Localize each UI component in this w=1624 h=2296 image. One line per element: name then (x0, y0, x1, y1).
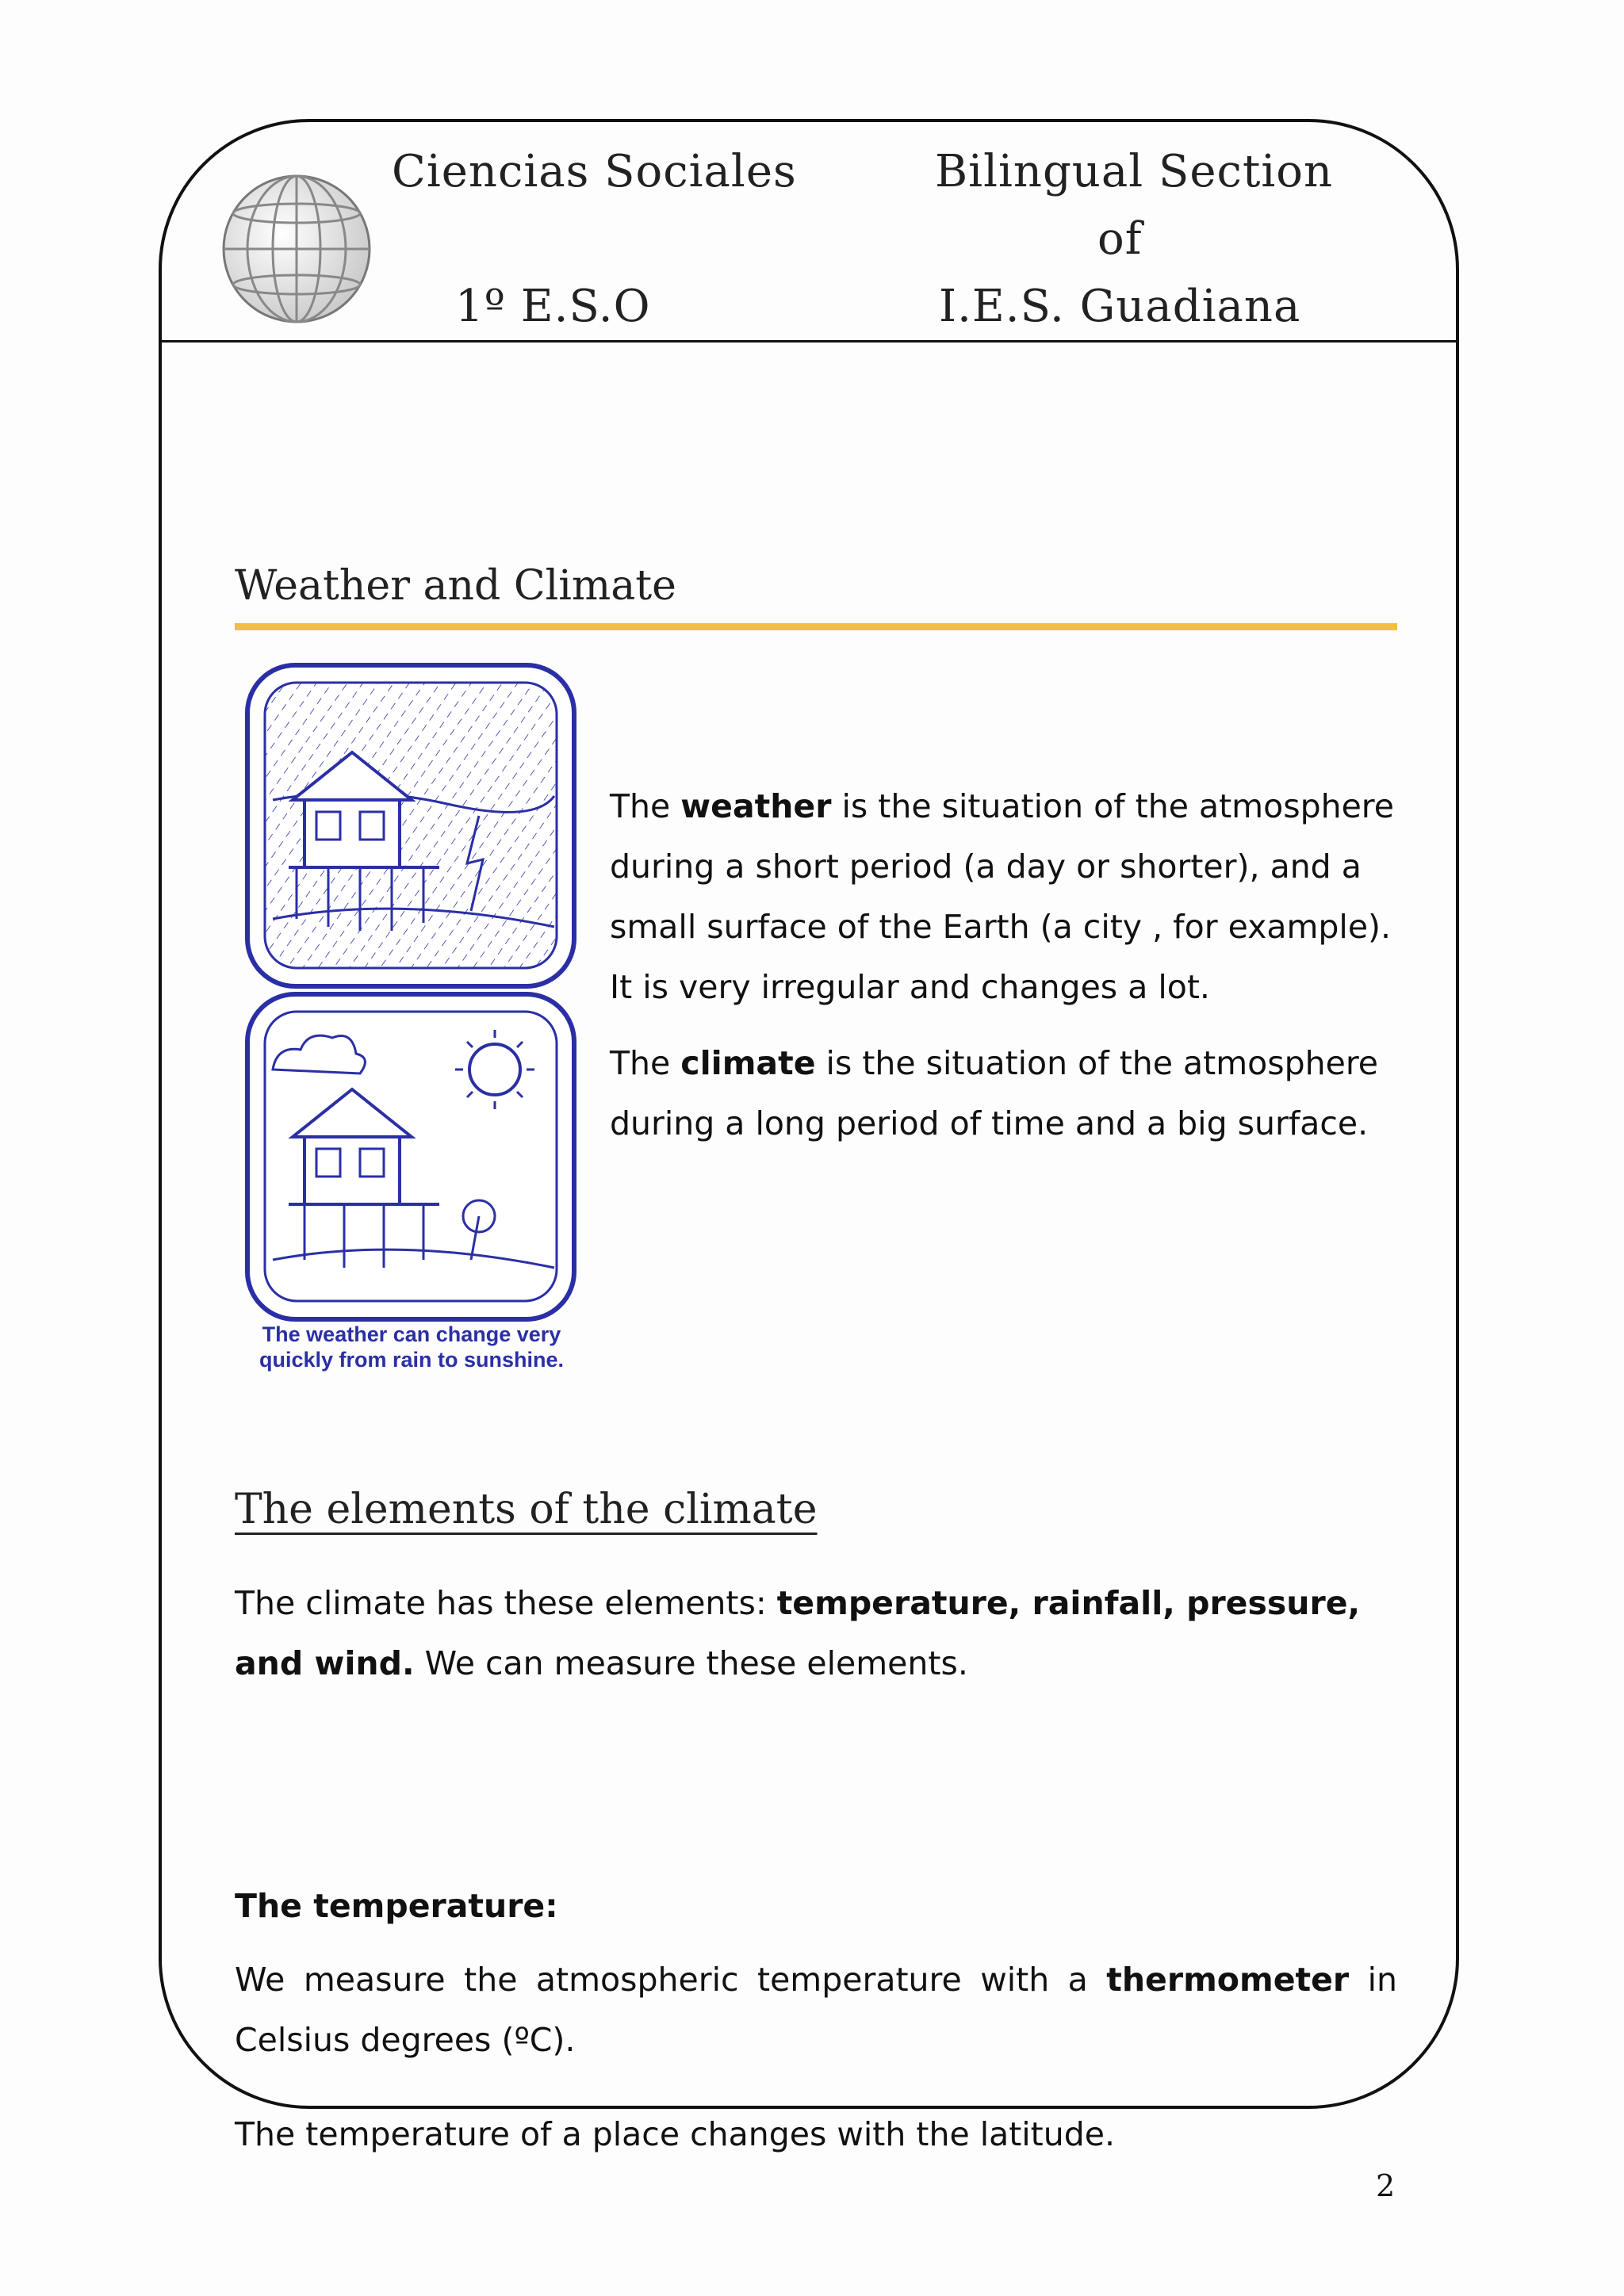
globe-icon (217, 170, 376, 328)
climate-elements-title: The elements of the climate (235, 1486, 818, 1533)
weather-paragraph: The weather is the situation of the atmosphere during a short period (a day or shorter), and a small surface of the Earth (a city , for example). It is very irregular and changes a lot. (610, 787, 1394, 1006)
latitude-paragraph: The temperature of a place changes with the latitude. (235, 2115, 1116, 2153)
elements-paragraph: The climate has these elements: temperature, rainfall, pressure, and wind. We can measure these elements. (235, 1584, 1361, 1682)
header-divider (162, 340, 1456, 342)
temperature-heading: The temperature: (235, 1887, 558, 1925)
subject-title: Ciencias Sociales (392, 146, 797, 197)
weather-illustration (241, 657, 590, 1371)
section-connector: of (1097, 213, 1143, 265)
illustration-caption-line1: The weather can change very (262, 1322, 561, 1346)
page-number: 2 (1376, 2168, 1396, 2203)
weather-climate-title: Weather and Climate (235, 562, 676, 610)
thermometer-paragraph: We measure the atmospheric temperature with a thermometer in Celsius degrees (ºC). (235, 1961, 1397, 2059)
weather-definition-text (610, 776, 1403, 1169)
rain-sun-sketch-image (241, 657, 590, 1371)
gold-divider (235, 623, 1397, 630)
climate-paragraph: The climate is the situation of the atmosphere during a long period of time and a big surface. (610, 1044, 1379, 1142)
page-frame (159, 119, 1459, 2153)
course-level: 1º E.S.O (455, 281, 651, 332)
section-name: Bilingual Section (935, 146, 1334, 197)
illustration-caption-line2: quickly from rain to sunshine. (259, 1348, 565, 1372)
school-name: I.E.S. Guadiana (939, 281, 1301, 332)
